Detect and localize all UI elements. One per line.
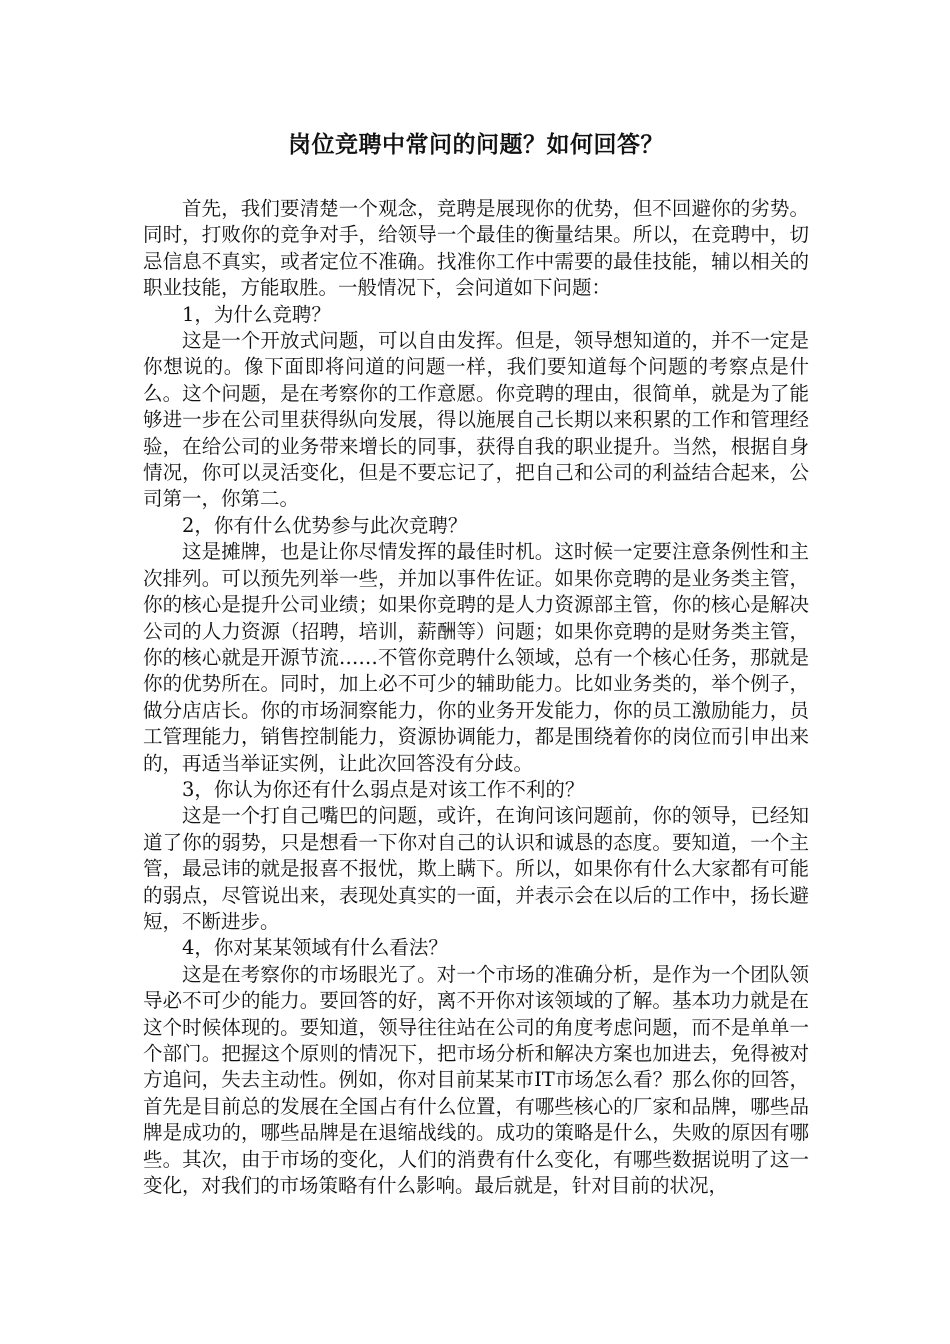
document-page — [143, 130, 809, 1199]
question-4-heading: 4，你对某某领域有什么看法？ — [182, 936, 448, 960]
question-3-heading: 3，你认为你还有什么弱点是对该工作不利的？ — [182, 777, 585, 801]
answer-4-paragraph: 这是在考察你的市场眼光了。对一个市场的准确分析，是作为一个团队领导必不可少的能力。要回答的好，离不开你对该领域的了解。基本功力就是在这个时候体现的。要知道，领导往往站在公司的角度考虑问题，而不是单单一个部门。把握这个原则的情况下，把市场分析和解决方案也加进去，免得被对方追问，失去主动性。例如，你对目前某某市IT市场怎么看？那么你的回答，首先是目前总的发展在全国占有什么位置，有哪些核心的厂家和品牌，哪些品牌是成功的，哪些品牌是在退缩战线的。成功的策略是什么，失败的原因有哪些。其次，由于市场的变化，人们的消费有什么变化，有哪些数据说明了这一变化，对我们的市场策略有什么影响。最后就是，针对目前的状况， — [143, 962, 809, 1198]
intro-paragraph: 首先，我们要清楚一个观念，竞聘是展现你的优势，但不回避你的劣势。同时，打败你的竞争对手，给领导一个最佳的衡量结果。所以，在竞聘中，切忌信息不真实，或者定位不准确。找准你工作中需要的最佳技能，辅以相关的职业技能，方能取胜。一般情况下，会问道如下问题： — [143, 197, 809, 300]
document-body — [143, 196, 809, 1199]
question-2-heading: 2，你有什么优势参与此次竞聘？ — [182, 513, 468, 537]
answer-2-paragraph: 这是摊牌，也是让你尽情发挥的最佳时机。这时候一定要注意条例性和主次排列。可以预先列举一些，并加以事件佐证。如果你竞聘的是业务类主管，你的核心是提升公司业绩；如果你竞聘的是人力资源部主管，你的核心是解决公司的人力资源（招聘，培训，薪酬等）问题；如果你竞聘的是财务类主管，你的核心就是开源节流……不管你竞聘什么领域，总有一个核心任务，那就是你的优势所在。同时，加上必不可少的辅助能力。比如业务类的，举个例子，做分店店长。你的市场洞察能力，你的业务开发能力，你的员工激励能力，员工管理能力，销售控制能力，资源协调能力，都是围绕着你的岗位而引申出来的，再适当举证实例，让此次回答没有分歧。 — [143, 540, 809, 775]
answer-3-paragraph: 这是一个打自己嘴巴的问题，或许，在询问该问题前，你的领导，已经知道了你的弱势，只是想看一下你对自己的认识和诚恳的态度。要知道，一个主管，最忌讳的就是报喜不报忧，欺上瞒下。所以，如果你有什么大家都有可能的弱点，尽管说出来，表现处真实的一面，并表示会在以后的工作中，扬长避短，不断进步。 — [143, 804, 809, 933]
document-title: 岗位竞聘中常问的问题？如何回答？ — [288, 131, 664, 158]
question-1-heading: 1，为什么竞聘？ — [182, 302, 331, 326]
answer-1-paragraph: 这是一个开放式问题，可以自由发挥。但是，领导想知道的，并不一定是你想说的。像下面即将问道的问题一样，我们要知道每个问题的考察点是什么。这个问题，是在考察你的工作意愿。你竞聘的理由，很简单，就是为了能够进一步在公司里获得纵向发展，得以施展自己长期以来积累的工作和管理经验，在给公司的业务带来增长的同事，获得自我的职业提升。当然，根据自身情况，你可以灵活变化，但是不要忘记了，把自己和公司的利益结合起来，公司第一，你第二。 — [143, 329, 809, 511]
